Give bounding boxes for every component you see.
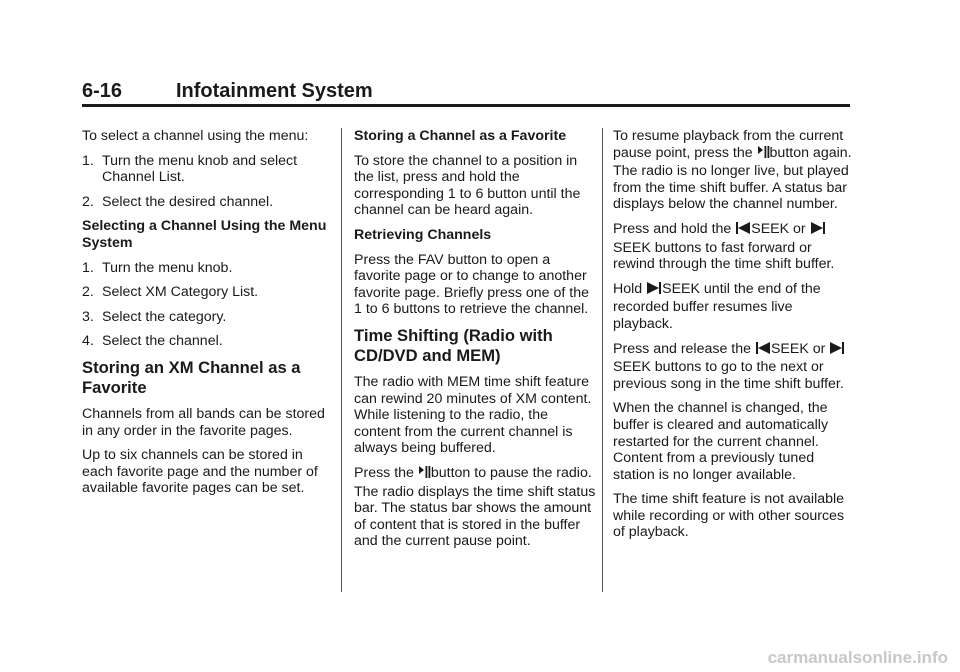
play-pause-icon [418, 465, 431, 484]
paragraph: Up to six channels can be stored in each favorite page and the number of available favorite pages can be set. [82, 447, 318, 497]
section-heading: Storing an XM Channel as a Favorite [82, 357, 301, 397]
paragraph: The radio with MEM time shift feature can rewind 20 minutes of XM content. While listening to the radio, the content from the current channel is always being buffered. [354, 373, 592, 457]
paragraph: Press and hold the SEEK or SEEK buttons to fast forward or rewind through the time shift buffer. [613, 220, 835, 273]
paragraph: Press the FAV button to open a favorite page or to change to another favorite page. Briefly press one of the 1 to 6 buttons to retrieve the channel. [354, 251, 590, 318]
column-2 [354, 128, 596, 558]
list-item: 4. Select the channel. [82, 333, 223, 350]
paragraph: Channels from all bands can be stored in any order in the favorite pages. [82, 405, 325, 439]
subheading: Selecting a Channel Using the Menu System [82, 218, 327, 251]
list-item: 2. Select XM Category List. [82, 284, 259, 301]
seek-forward-icon [829, 341, 845, 360]
column-3 [613, 128, 853, 549]
list-item: 1. Turn the menu knob and select Channel List. [82, 152, 298, 186]
section-heading: Time Shifting (Radio with CD/DVD and MEM) [354, 325, 553, 365]
column-1 [82, 128, 332, 505]
paragraph: Press the button to pause the radio. The radio displays the time shift status bar. The status bar shows the amount of content that is stored in the buffer and the current pause point. [354, 464, 596, 550]
seek-forward-icon [810, 221, 826, 240]
list-item: 3. Select the category. [82, 308, 227, 325]
seek-forward-icon [646, 281, 662, 300]
seek-back-icon [755, 341, 771, 360]
section-title: Infotainment System [176, 80, 373, 102]
paragraph: To resume playback from the current pause point, press the button again. The radio is no longer live, but played from the time shift buffer. A status bar displays below the channel number. [613, 128, 852, 213]
subheading: Retrieving Channels [354, 226, 492, 243]
page-number: 6-16 [82, 80, 123, 102]
subheading: Storing a Channel as a Favorite [354, 128, 567, 144]
column-divider-1 [341, 128, 342, 592]
list-item: 1. Turn the menu knob. [82, 259, 233, 276]
intro-text: To select a channel using the menu: [82, 128, 309, 144]
page-header [82, 80, 850, 102]
paragraph: The time shift feature is not available while recording or with other sources of playback. [613, 491, 845, 541]
paragraph: To store the channel to a position in the list, press and hold the corresponding 1 to 6 button until the channel can be heard again. [354, 152, 581, 219]
play-pause-icon [757, 145, 770, 164]
header-rule [82, 104, 850, 107]
watermark: carmanualsonline.info [767, 648, 948, 667]
paragraph: When the channel is changed, the buffer is cleared and automatically restarted for the current channel. Content from a previously tuned station is no longer available. [613, 400, 829, 483]
seek-back-icon [735, 221, 751, 240]
list-item: 2. Select the desired channel. [82, 193, 274, 210]
column-divider-2 [602, 128, 603, 592]
paragraph: Hold SEEK until the end of the recorded buffer resumes live playback. [613, 280, 821, 332]
paragraph: Press and release the SEEK or SEEK buttons to go to the next or previous song in the time shift buffer. [613, 340, 844, 392]
